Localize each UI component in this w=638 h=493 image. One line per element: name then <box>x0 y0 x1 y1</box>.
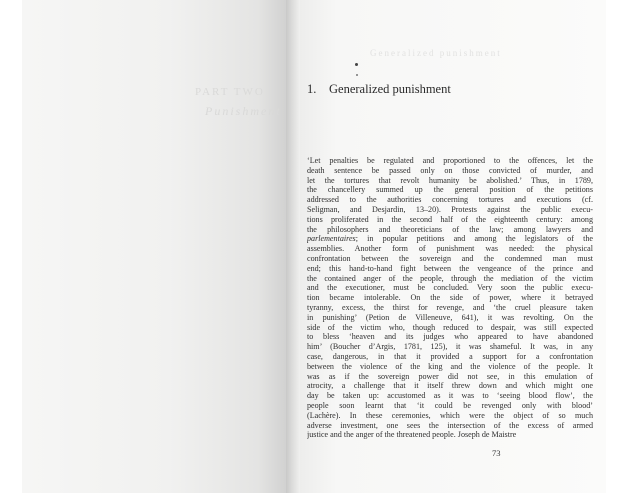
book-gutter <box>286 0 300 493</box>
show-through-running-header: Generalized punishment <box>370 48 502 58</box>
body-line: addressed to the authorities concerning tortures and executions (cf. <box>307 195 593 205</box>
body-line: people soon learnt that ‘it could be revenged only with blood’ <box>307 400 593 410</box>
body-line: assemblies. Another form of punishment was needed: the physical <box>307 244 593 254</box>
body-line: to bless ‘heaven and its judges who appeared to have abandoned <box>307 332 593 342</box>
body-line: Seligman, and Desjardin, 13–20). Protests against the public execu- <box>307 204 593 214</box>
body-line: (Lachère). In these ceremonies, which were the object of so much <box>307 410 593 420</box>
chapter-title: Generalized punishment <box>329 82 451 96</box>
show-through-part-title: PART TWO <box>195 86 265 98</box>
body-line: parlementaires; in popular petitions and among the legislators of the <box>307 234 593 244</box>
left-page-blank <box>22 0 290 493</box>
body-line: atrocity, a challenge that it itself threw down and which might one <box>307 381 593 391</box>
body-line: death sentence be passed only on those convicted of murder, and <box>307 165 593 175</box>
body-line: adverse investment, one sees the intersection of the excess of armed <box>307 420 593 430</box>
body-line: let the tortures that revolt humanity be abolished.’ Thus, in 1789, <box>307 175 593 185</box>
ink-speck-mark <box>355 63 358 66</box>
body-line: ‘Let penalties be regulated and proportioned to the offences, let the <box>307 156 593 165</box>
show-through-part-subtitle: Punishment <box>205 104 282 118</box>
body-line: tion became intolerable. On the side of power, where it betrayed <box>307 293 593 303</box>
ink-speck-mark-small <box>356 74 358 76</box>
body-line: between the violence of the king and the violence of the people. It <box>307 361 593 371</box>
body-line: justice and the anger of the threatened people. Joseph de Maistre <box>307 430 517 440</box>
body-line: day be taken up: accustomed as it was to ‘seeing blood flow’, the <box>307 391 593 401</box>
body-line: end; this hand-to-hand fight between the vengeance of the prince and <box>307 263 593 273</box>
body-line: in punishing’ (Petion de Villeneuve, 641), it was revolting. On the <box>307 312 593 322</box>
body-line: the contained anger of the people, through the mediation of the victim <box>307 273 593 283</box>
chapter-number: 1. <box>307 82 317 96</box>
body-line: the chancellery summed up the general position of the petitions <box>307 185 593 195</box>
body-line: was as if the sovereign power did not see, in this emulation of <box>307 371 593 381</box>
page-number: 73 <box>492 448 501 458</box>
body-line: and the executioner, must be concluded. Very soon the public execu- <box>307 283 593 293</box>
chapter-heading <box>307 82 587 97</box>
body-line: confrontation between the sovereign and the condemned man must <box>307 253 593 263</box>
body-line: tions proliferated in the second half of the eighteenth century: among <box>307 214 593 224</box>
body-line: him’ (Boucher d’Argis, 1781, 125), it was shameful. It was, in any <box>307 342 593 352</box>
body-line: side of the victim who, though reduced to despair, was still expected <box>307 322 593 332</box>
body-line: the philosophers and theoreticians of the law; among lawyers and <box>307 224 593 234</box>
body-paragraph <box>307 156 593 440</box>
body-line: tyranny, excess, the thirst for revenge, and ‘the cruel pleasure taken <box>307 302 593 312</box>
body-line: case, dangerous, in that it provided a support for a confrontation <box>307 351 593 361</box>
